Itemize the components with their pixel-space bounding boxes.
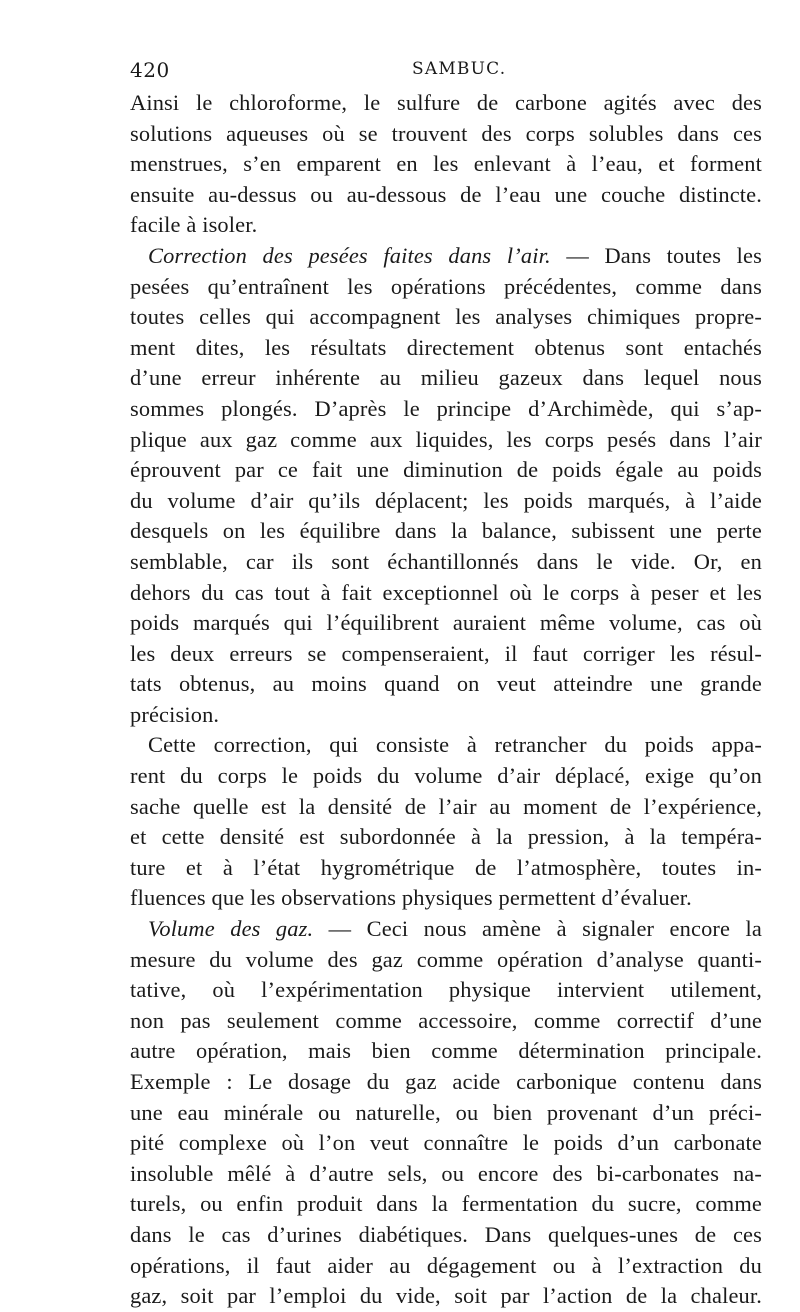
text-line: [130, 1281, 762, 1312]
text-line: [130, 516, 762, 547]
line-text: tative, où l’expérimentation physique intervient utilement,: [130, 977, 762, 1003]
line-text: ensuite au-dessus ou au-dessous de l’eau une couche distincte.: [130, 181, 762, 207]
text-line: [130, 669, 762, 700]
line-text: toutes celles qui accompagnent les analyses chimiques propre-: [130, 304, 762, 330]
text-line: [130, 700, 762, 731]
line-text: turels, ou enfin produit dans la fermentation du sucre, comme: [130, 1191, 762, 1217]
line-text: — Ceci nous amène à signaler encore la: [313, 916, 762, 942]
line-text: menstrues, s’en emparent en les enlevant à l’eau, et forment: [130, 151, 762, 177]
text-line: [130, 149, 762, 180]
line-text: facile à isoler.: [130, 212, 258, 238]
line-text: desquels on les équilibre dans la balance, subissent une perte: [130, 518, 762, 544]
line-text: — Dans toutes les: [550, 242, 762, 268]
line-text: d’une erreur inhérente au milieu gazeux dans lequel nous: [130, 365, 762, 391]
text-line: [130, 119, 762, 150]
line-text: les deux erreurs se compenseraient, il faut corriger les résul-: [130, 640, 762, 666]
line-text: mesure du volume des gaz comme opération d’analyse quanti-: [130, 946, 762, 972]
text-line: [130, 88, 762, 119]
text-line: [130, 394, 762, 425]
line-text: Ainsi le chloroforme, le sulfure de carbone agités avec des: [130, 90, 762, 115]
text-line: [130, 333, 762, 364]
text-line: [130, 975, 762, 1006]
line-text: Exemple : Le dosage du gaz acide carbonique contenu dans: [130, 1069, 762, 1094]
text-line: [130, 883, 762, 914]
line-text: sommes plongés. D’après le principe d’Archimède, qui s’ap-: [130, 395, 762, 421]
line-text: du volume d’air qu’ils déplacent; les poids marqués, à l’aide: [130, 487, 762, 513]
line-text: une eau minérale ou naturelle, ou bien provenant d’un préci-: [130, 1099, 762, 1125]
text-line: [130, 914, 762, 945]
line-text: gaz, soit par l’emploi du vide, soit par l’action de la chaleur.: [130, 1283, 762, 1309]
text-line: [130, 945, 762, 976]
text-line: [130, 302, 762, 333]
text-line: [130, 1189, 762, 1220]
text-line: [130, 241, 762, 272]
text-line: [130, 608, 762, 639]
line-text: précision.: [130, 701, 220, 727]
text-line: [130, 792, 762, 823]
text-line: [130, 363, 762, 394]
text-line: [130, 1067, 762, 1098]
section-heading: Volume des gaz.: [148, 916, 314, 942]
line-text: non pas seulement comme accessoire, comme correctif d’une: [130, 1007, 762, 1033]
text-line: [130, 853, 762, 884]
line-text: semblable, car ils sont échantillonnés dans le vide. Or, en: [130, 548, 762, 574]
line-text: pité complexe où l’on veut connaître le poids d’un carbonate: [130, 1130, 762, 1156]
text-line: [130, 272, 762, 303]
page-number: 420: [130, 58, 170, 82]
text-line: [130, 761, 762, 792]
line-text: opérations, il faut aider au dégagement ou à l’extraction du: [130, 1252, 762, 1278]
text-line: [130, 822, 762, 853]
line-text: dehors du cas tout à fait exceptionnel où le corps à peser et les: [130, 579, 762, 605]
text-line: [130, 455, 762, 486]
text-line: [130, 1128, 762, 1159]
line-text: ture et à l’état hygrométrique de l’atmosphère, toutes in-: [130, 854, 762, 880]
text-line: [130, 1159, 762, 1190]
text-line: [130, 639, 762, 670]
text-line: [130, 210, 762, 241]
line-text: et cette densité est subordonnée à la pression, à la tempéra-: [130, 824, 762, 850]
text-line: [130, 425, 762, 456]
line-text: rent du corps le poids du volume d’air déplacé, exige qu’on: [130, 763, 762, 789]
line-text: plique aux gaz comme aux liquides, les corps pesés dans l’air: [130, 426, 762, 452]
running-head: SAMBUC.: [412, 59, 507, 79]
line-text: sache quelle est la densité de l’air au moment de l’expérience,: [130, 793, 762, 819]
text-line: [130, 1251, 762, 1282]
line-text: autre opération, mais bien comme détermination principale.: [130, 1038, 762, 1064]
text-line: [130, 578, 762, 609]
line-text: Cette correction, qui consiste à retrancher du poids appa-: [148, 732, 762, 758]
line-text: éprouvent par ce fait une diminution de poids égale au poids: [130, 457, 762, 483]
text-line: [130, 547, 762, 578]
text-line: [130, 730, 762, 761]
line-text: fluences que les observations physiques permettent d’évaluer.: [130, 885, 692, 911]
text-line: [130, 1036, 762, 1067]
line-text: pesées qu’entraînent les opérations précédentes, comme dans: [130, 273, 762, 299]
text-line: [130, 1220, 762, 1251]
text-line: [130, 486, 762, 517]
body-text: [130, 88, 762, 1312]
line-text: ment dites, les résultats directement obtenus sont entachés: [130, 334, 762, 360]
line-text: dans le cas d’urines diabétiques. Dans quelques-unes de ces: [130, 1221, 762, 1247]
line-text: tats obtenus, au moins quand on veut atteindre une grande: [130, 671, 762, 697]
text-line: [130, 1006, 762, 1037]
text-line: [130, 1098, 762, 1129]
text-line: [130, 180, 762, 211]
line-text: poids marqués qui l’équilibrent auraient même volume, cas où: [130, 610, 762, 636]
section-heading: Correction des pesées faites dans l’air.: [148, 242, 551, 268]
page-header: [130, 58, 762, 86]
line-text: insoluble mêlé à d’autre sels, ou encore des bi-carbonates na-: [130, 1160, 762, 1186]
line-text: solutions aqueuses où se trouvent des corps solubles dans ces: [130, 120, 762, 146]
